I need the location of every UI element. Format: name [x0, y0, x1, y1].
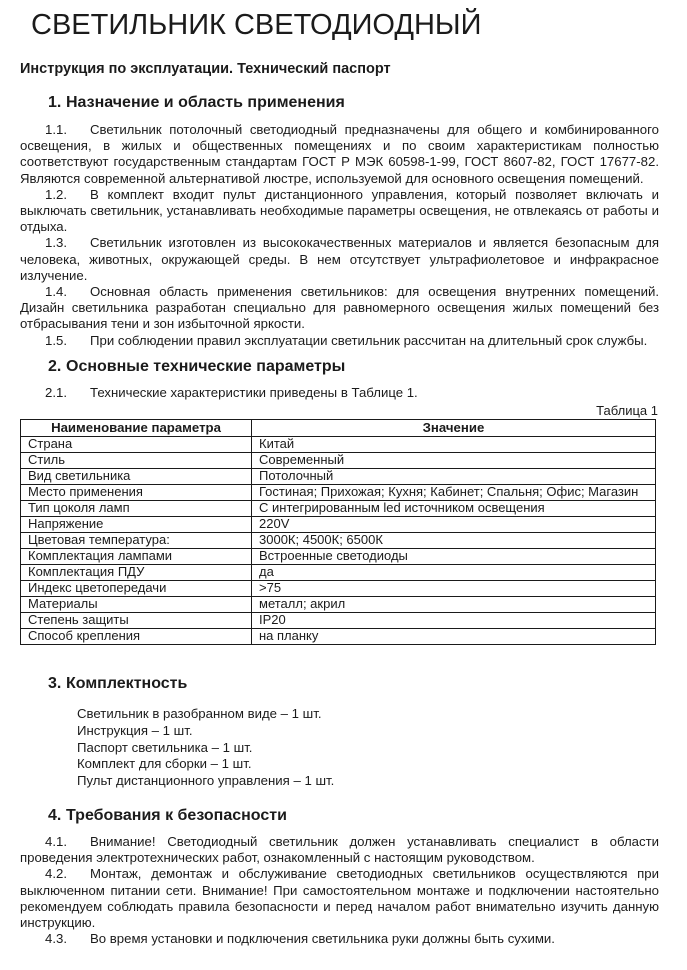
param-name: Напряжение	[21, 517, 252, 533]
param-value: 3000К; 4500К; 6500К	[252, 533, 656, 549]
section-1-title: Назначение и область применения	[66, 94, 345, 111]
table-row-materials	[21, 597, 656, 613]
paragraph-4-1-text: Внимание! Светодиодный светильник должен устанавливать специалист в области проведения электротехнических работ, ознакомленный с настоящим руководством.	[20, 834, 659, 866]
section-4-title: Требования к безопасности	[66, 807, 287, 825]
param-name: Степень защиты	[21, 613, 252, 629]
paragraph-4-3	[20, 931, 659, 947]
column-header-value: Значение	[252, 420, 656, 437]
table-row-cri	[21, 581, 656, 597]
paragraph-1-5	[20, 333, 659, 349]
paragraph-2-1-number: 2.1.	[45, 384, 67, 400]
param-name: Способ крепления	[21, 629, 252, 645]
document-subtitle: Инструкция по эксплуатации. Технический паспорт	[20, 61, 391, 77]
table-row-lamp-type	[21, 469, 656, 485]
paragraph-4-1	[20, 834, 659, 866]
paragraph-2-1	[20, 385, 659, 401]
paragraph-4-2	[20, 866, 659, 931]
table-row-voltage	[21, 517, 656, 533]
table-row-color-temperature	[21, 533, 656, 549]
section-4-heading	[20, 807, 659, 825]
param-value: Потолочный	[252, 469, 656, 485]
section-kit-contents	[20, 675, 659, 790]
kit-item-instruction: Инструкция – 1 шт.	[77, 722, 193, 738]
param-value: IP20	[252, 613, 656, 629]
param-value: металл; акрил	[252, 597, 656, 613]
section-2-heading	[20, 358, 659, 376]
column-header-parameter: Наименование параметра	[21, 420, 252, 437]
table-row-protection	[21, 613, 656, 629]
section-2-number: 2.	[48, 357, 62, 375]
paragraph-1-1-text: Светильник потолочный светодиодный предназначены для общего и комбинированного освещения, в жилых и общественных помещениях и по своим характеристикам полностью соответствуют государственным стандартам ГОСТ Р МЭК 60598-1-99, ГОСТ 8607-82, ГОСТ 17677-82. Являются современной альтернативой люстре, используемой для основного освещения помещений.	[20, 122, 659, 186]
param-value: да	[252, 565, 656, 581]
param-value: Китай	[252, 437, 656, 453]
section-3-title: Комплектность	[66, 675, 188, 693]
paragraph-4-2-text: Монтаж, демонтаж и обслуживание светодиодных светильников осуществляются при выключенном питании сети. Внимание! При самостоятельном монтаже и подключении настоятельно рекомендуем соблюдать правила безопасности и перед началом работ внимательно изучить данную инструкцию.	[20, 866, 659, 931]
section-purpose	[20, 94, 659, 349]
kit-item-assembly-kit: Комплект для сборки – 1 шт.	[77, 756, 252, 772]
paragraph-1-4	[20, 284, 659, 333]
section-2-body	[20, 385, 659, 401]
section-safety-requirements	[20, 807, 659, 947]
param-name: Вид светильника	[21, 469, 252, 485]
paragraph-1-3	[20, 235, 659, 284]
paragraph-1-2	[20, 187, 659, 236]
table-row-usage-place	[21, 485, 656, 501]
paragraph-4-3-text: Во время установки и подключения светильника руки должны быть сухими.	[90, 931, 555, 947]
section-1-number: 1.	[48, 94, 62, 111]
section-technical-parameters	[20, 358, 659, 645]
param-name: Место применения	[21, 485, 252, 501]
param-name: Тип цоколя ламп	[21, 501, 252, 517]
param-value: Встроенные светодиоды	[252, 549, 656, 565]
param-value: >75	[252, 581, 656, 597]
table-row-lamps-included	[21, 549, 656, 565]
paragraph-4-3-number: 4.3.	[45, 931, 67, 947]
paragraph-1-5-number: 1.5.	[45, 332, 67, 348]
param-value: Современный	[252, 453, 656, 469]
param-name: Индекс цветопередачи	[21, 581, 252, 597]
table-header-row	[21, 420, 656, 437]
param-value: С интегрированным led источником освещения	[252, 501, 656, 517]
section-2-title: Основные технические параметры	[66, 357, 346, 375]
table-caption: Таблица 1	[596, 403, 658, 419]
paragraph-2-1-text: Технические характеристики приведены в Таблице 1.	[90, 384, 418, 400]
section-1-body	[20, 122, 659, 349]
paragraph-4-2-number: 4.2.	[45, 866, 67, 882]
kit-list	[20, 706, 659, 790]
param-name: Цветовая температура:	[21, 533, 252, 549]
paragraph-1-1	[20, 122, 659, 187]
table-row-style	[21, 453, 656, 469]
param-name: Материалы	[21, 597, 252, 613]
table-row-country	[21, 437, 656, 453]
paragraph-1-4-text: Основная область применения светильников: для освещения внутренних помещений. Дизайн светильника разработан специально для равномерного освещения жилых помещений без отбрасывания тени и зон избыточной яркости.	[20, 284, 659, 332]
paragraph-1-5-text: При соблюдении правил эксплуатации светильник рассчитан на длительный срок службы.	[90, 332, 648, 348]
param-value: на планку	[252, 629, 656, 645]
paragraph-4-1-number: 4.1.	[45, 834, 67, 850]
paragraph-1-4-number: 1.4.	[45, 284, 67, 300]
kit-item-remote: Пульт дистанционного управления – 1 шт.	[77, 773, 335, 789]
paragraph-1-2-text: В комплект входит пульт дистанционного управления, который позволяет включать и выключать светильник, устанавливать необходимые параметры освещения, не отвлекаясь от работы и отдыха.	[20, 186, 659, 235]
param-name: Страна	[21, 437, 252, 453]
param-name: Комплектация лампами	[21, 549, 252, 565]
table-row-mounting	[21, 629, 656, 645]
kit-item-lamp: Светильник в разобранном виде – 1 шт.	[77, 706, 322, 722]
param-value: 220V	[252, 517, 656, 533]
section-4-body	[20, 834, 659, 947]
paragraph-1-3-number: 1.3.	[45, 235, 67, 251]
paragraph-1-2-number: 1.2.	[45, 186, 67, 202]
paragraph-1-3-text: Светильник изготовлен из высококачественных материалов и является безопасным для человека, животных, окружающей среды. В нем отсутствует ультрафиолетовое и инфракрасное излучение.	[20, 235, 659, 283]
paragraph-1-1-number: 1.1.	[45, 122, 67, 137]
param-name: Комплектация ПДУ	[21, 565, 252, 581]
page-title: СВЕТИЛЬНИК СВЕТОДИОДНЫЙ	[31, 9, 482, 41]
section-3-heading	[20, 675, 659, 693]
param-value: Гостиная; Прихожая; Кухня; Кабинет; Спальня; Офис; Магазин	[252, 485, 656, 501]
table-row-socket-type	[21, 501, 656, 517]
table-row-remote-included	[21, 565, 656, 581]
specs-table	[20, 419, 656, 645]
param-name: Стиль	[21, 453, 252, 469]
section-4-number: 4.	[48, 807, 62, 825]
section-3-number: 3.	[48, 675, 62, 693]
section-1-heading	[20, 94, 659, 112]
kit-item-passport: Паспорт светильника – 1 шт.	[77, 739, 253, 755]
